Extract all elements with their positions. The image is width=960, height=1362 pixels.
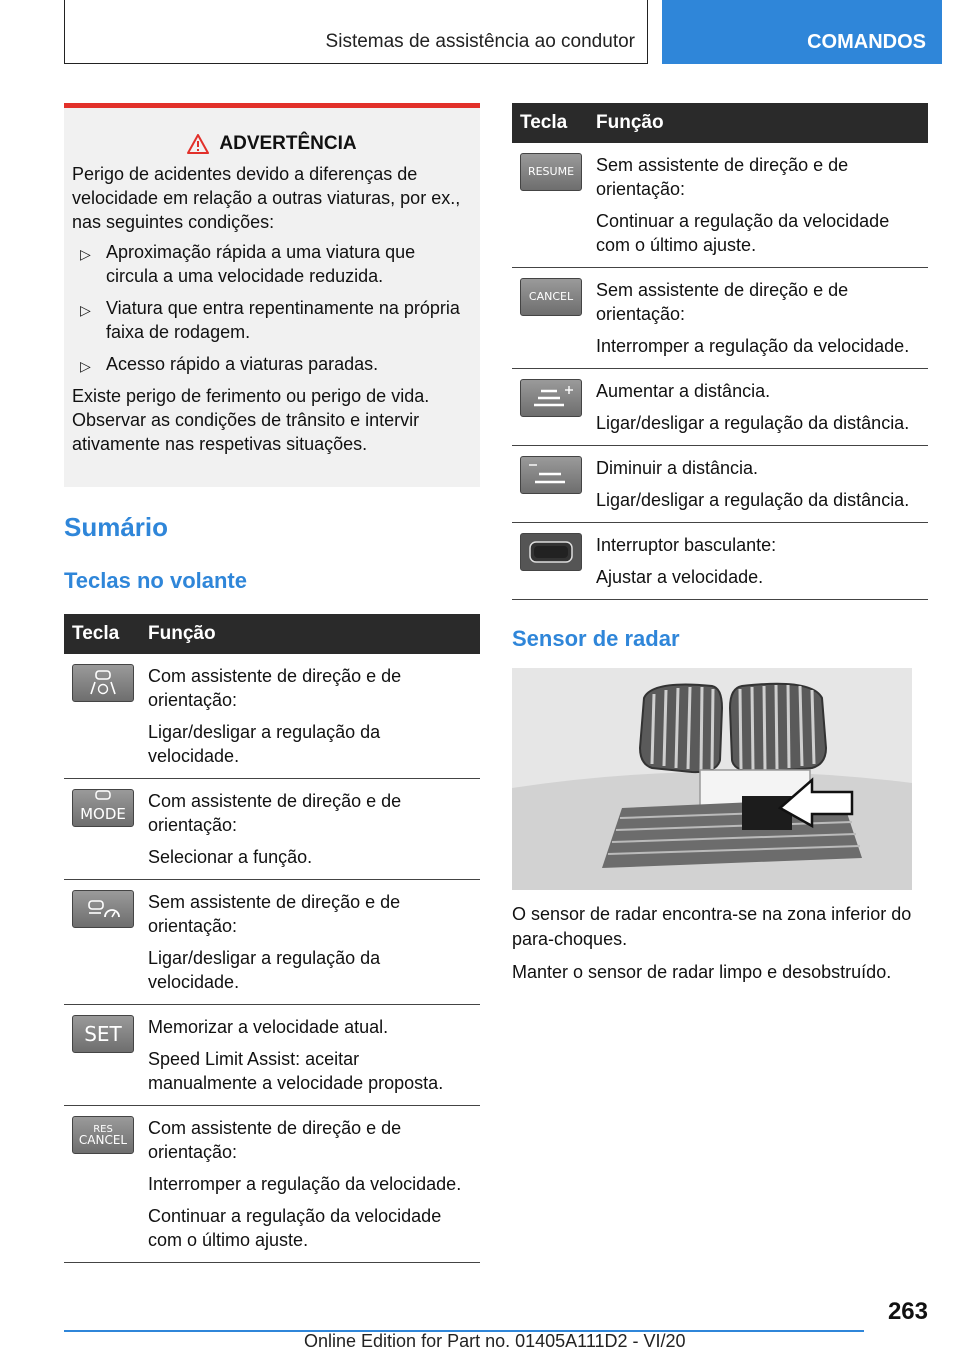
list-item: ▷ Acesso rápido a viaturas paradas. (72, 352, 472, 376)
warning-heading (72, 132, 472, 156)
warning-icon (187, 134, 209, 154)
table-row: Aumentar a distância. Ligar/desligar a regulação da distância. (512, 369, 928, 446)
page-number: 263 (887, 1298, 928, 1325)
resume-icon: RESUME (520, 153, 582, 191)
col-header-key: Tecla (512, 103, 588, 143)
list-item: ▷ Aproximação rápida a uma viatura que circula a uma velocidade reduzida. (80, 242, 416, 286)
list-item: ▷ Viatura que entra repentinamente na própria faixa de rodagem. (80, 298, 460, 342)
section-tab (662, 0, 942, 64)
right-key-table (512, 103, 928, 600)
col-header-key: Tecla (64, 614, 140, 654)
summary-heading: Sumário (64, 512, 169, 542)
warning-box (64, 103, 480, 487)
mode-icon: MODE (72, 789, 134, 827)
rocker-switch-icon (520, 533, 582, 571)
table-row: RESUME Sem assistente de direção e de orientação: Continuar a regulação da velocidade com o último ajuste. (512, 143, 928, 268)
table-row: Com assistente de direção e de orientação: Ligar/desligar a regulação da velocidade. (64, 654, 480, 779)
set-icon: SET (72, 1015, 134, 1053)
footer-edition: Online Edition for Part no. 01405A111D2 - VI/20 (304, 1331, 686, 1351)
radar-description: O sensor de radar encontra-se na zona inferior do para-choques. Manter o sensor de radar limpo e desobstruído. (512, 904, 912, 982)
table-row: Sem assistente de direção e de orientação: Ligar/desligar a regulação da velocidade. (64, 880, 480, 1005)
radar-sensor-illustration (512, 668, 912, 890)
warning-intro: Perigo de acidentes devido a diferenças de velocidade em relação a outras viaturas, por ex., nas seguintes condições: (72, 164, 461, 232)
table-row: Diminuir a distância. Ligar/desligar a regulação da distância. (512, 446, 928, 523)
distance-decrease-icon (520, 456, 582, 494)
cancel-icon: CANCEL (520, 278, 582, 316)
col-header-function: Função (588, 103, 928, 143)
header-bar (64, 0, 648, 64)
section-label: COMANDOS (807, 31, 926, 53)
left-key-table (64, 614, 480, 1263)
warning-list (72, 240, 472, 376)
warning-title: ADVERTÊNCIA (219, 133, 357, 154)
table-row: CANCEL Sem assistente de direção e de orientação: Interromper a regulação da velocidade. (512, 268, 928, 369)
col-header-function: Função (140, 614, 480, 654)
res-cancel-icon: RES CANCEL (72, 1116, 134, 1154)
steering-keys-heading: Teclas no volante (64, 568, 247, 593)
table-row: SET Memorizar a velocidade atual. Speed Limit Assist: aceitar manualmente a velocidade proposta. (64, 1005, 480, 1106)
chapter-title: Sistemas de assistência ao condutor (325, 31, 635, 52)
warning-outro: Existe perigo de ferimento ou perigo de vida. Observar as condições de trânsito e intervir ativamente nas respetivas situações. (72, 386, 430, 454)
bullet-triangle-icon: ▷ (80, 358, 91, 374)
cruise-control-icon (72, 890, 134, 928)
distance-increase-icon (520, 379, 582, 417)
table-row: MODE Com assistente de direção e de orientação: Selecionar a função. (64, 779, 480, 880)
steering-assist-icon (72, 664, 134, 702)
bullet-triangle-icon: ▷ (80, 302, 91, 318)
radar-heading: Sensor de radar (512, 626, 680, 651)
table-row: RES CANCEL Com assistente de direção e de orientação: Interromper a regulação da velocidade. Continuar a regulação da velocidade com o último ajuste. (64, 1106, 480, 1263)
table-row: Interruptor basculante: Ajustar a velocidade. (512, 523, 928, 600)
bullet-triangle-icon: ▷ (80, 246, 91, 262)
